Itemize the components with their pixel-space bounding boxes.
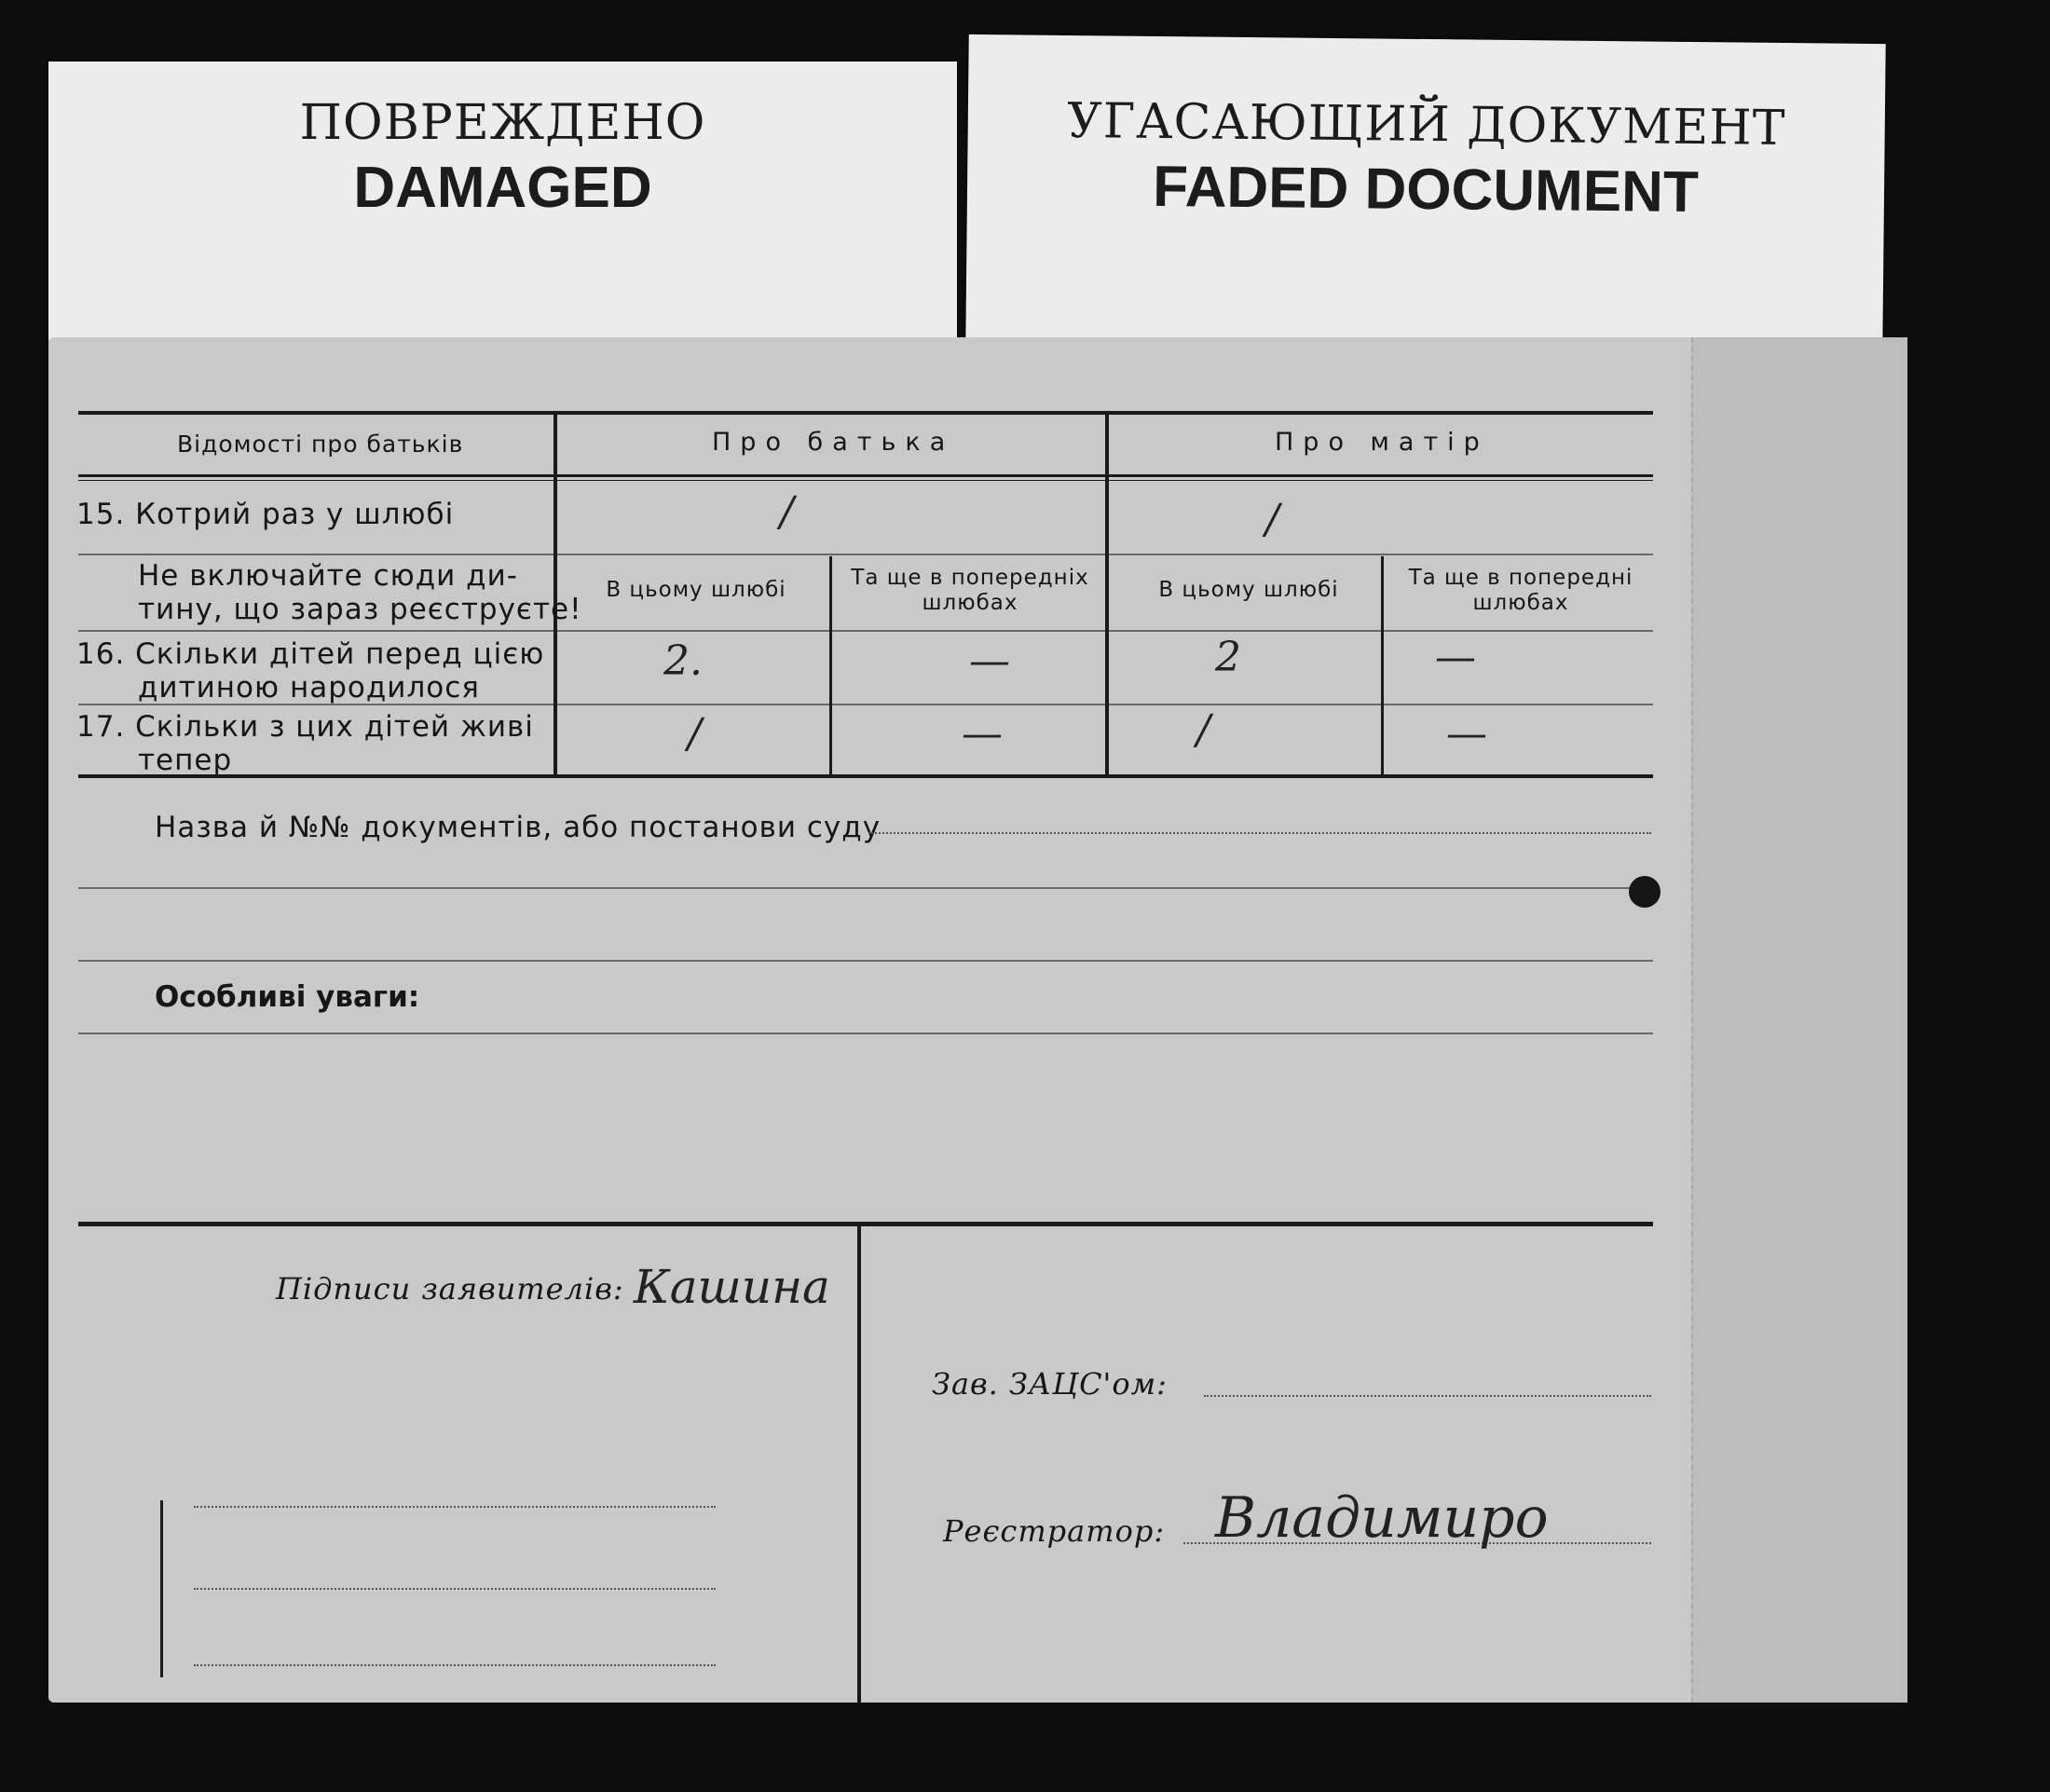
row16-label-2: дитиною народилося [138, 671, 480, 704]
documents-line-3 [78, 960, 1653, 962]
applicant-dotted-line-1 [194, 1506, 716, 1508]
signature-top-rule [78, 1222, 1653, 1226]
col-divider-mother [1381, 556, 1384, 776]
table-top-rule [78, 411, 1653, 415]
row16-father-this: 2. [663, 637, 703, 685]
header-father: Про батька [712, 428, 955, 457]
applicants-signature-label: Підписи заявителів: [276, 1271, 624, 1306]
documents-line-2 [78, 887, 1653, 889]
signature-divider [857, 1224, 861, 1703]
header-parents: Відомості про батьків [177, 431, 464, 458]
father-prev-marriages-header-2: шлюбах [922, 591, 1018, 615]
punch-hole [1791, 608, 1815, 632]
col-divider-father [829, 556, 832, 776]
documents-dotted-line [868, 832, 1651, 834]
head-zags-label: Зав. ЗАЦС'ом: [932, 1366, 1168, 1402]
table-bottom-rule [78, 774, 1653, 778]
head-zags-dotted-line [1204, 1395, 1651, 1397]
father-prev-marriages-header-1: Та ще в попередніх [851, 566, 1089, 590]
applicant-dotted-line-2 [194, 1588, 716, 1590]
mother-prev-marriages-header-2: шлюбах [1472, 591, 1569, 615]
damaged-ru-text: ПОВРЕЖДЕНО [299, 95, 706, 151]
col-divider-2 [1105, 413, 1109, 776]
row17-mother-this: / [1196, 706, 1210, 754]
row17-mother-prev: — [1446, 710, 1487, 758]
row16-mother-this: 2 [1215, 634, 1241, 681]
note-line-1: Не включайте сюди ди- [138, 559, 518, 593]
registrar-label: Реєстратор: [943, 1513, 1166, 1549]
header-mother: Про матір [1275, 428, 1489, 457]
row17-father-prev: — [962, 710, 1003, 758]
header-rule-2 [78, 480, 1653, 481]
father-this-marriage-header: В цьому шлюбі [606, 578, 786, 602]
punch-hole [1782, 1435, 1800, 1454]
note-line-2: тину, що зараз реєструєте! [138, 593, 582, 626]
punch-hole [1772, 999, 1789, 1016]
mother-this-marriage-header: В цьому шлюбі [1158, 578, 1339, 602]
registrar-signature: Владимиро [1215, 1485, 1549, 1551]
row17-father-this: / [688, 710, 702, 758]
signature-bracket [160, 1500, 163, 1677]
row16-label-1: 16. Скільки дітей перед цією [76, 637, 545, 671]
row17-label-1: 17. Скільки з цих дітей живі [76, 710, 534, 744]
documents-label: Назва й №№ документів, або постанови суду [155, 811, 882, 844]
damaged-en-text: DAMAGED [353, 156, 652, 220]
row15-mother-value: / [1265, 496, 1279, 543]
punch-hole [1629, 876, 1660, 908]
faded-label-card [965, 34, 1885, 351]
faded-ru-text: УГАСАЮЩИЙ ДОКУМЕНТ [1066, 92, 1786, 157]
remarks-label: Особливі уваги: [155, 980, 420, 1014]
row17-label-2: тепер [138, 744, 233, 777]
header-rule [78, 474, 1653, 477]
damaged-label-card [48, 62, 957, 341]
row16-mother-prev: — [1435, 634, 1476, 681]
note-rule [78, 630, 1653, 632]
row15-label: 15. Котрий раз у шлюбі [76, 498, 455, 531]
registration-form [48, 337, 1907, 1703]
row16-father-prev: — [969, 637, 1010, 685]
row15-rule [78, 554, 1653, 555]
applicant-dotted-line-3 [194, 1664, 716, 1666]
mother-prev-marriages-header-1: Та ще в попередні [1408, 566, 1633, 590]
faded-en-text: FADED DOCUMENT [1152, 154, 1700, 226]
punch-hole [1849, 1003, 1864, 1018]
remarks-line [78, 1033, 1653, 1034]
applicants-signature: Кашина [634, 1260, 830, 1314]
row15-father-value: / [780, 488, 794, 536]
